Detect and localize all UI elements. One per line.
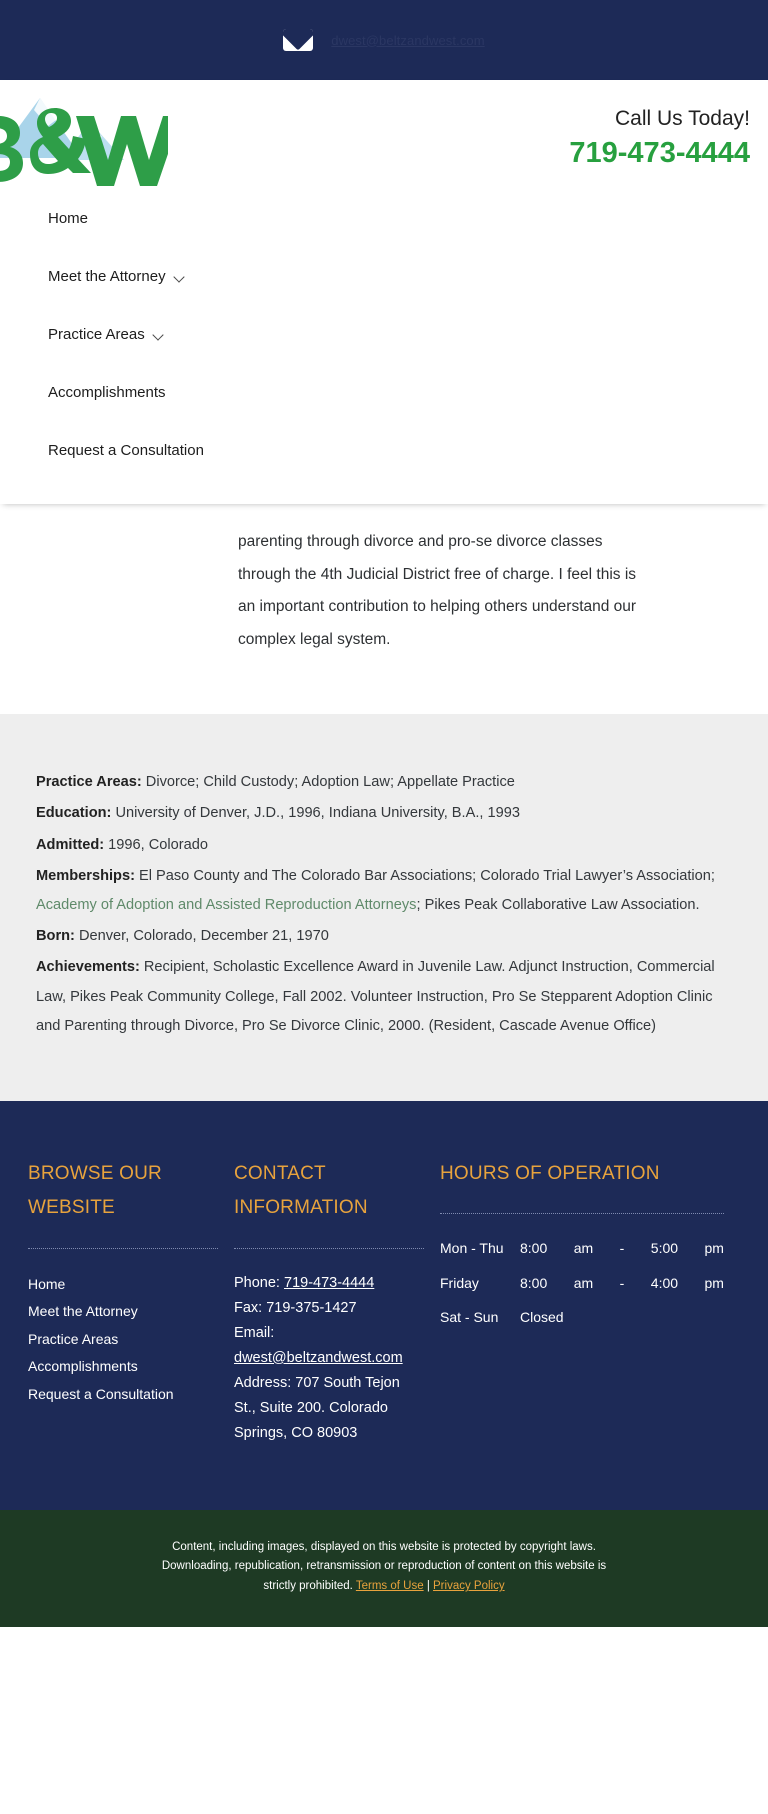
footer-divider [28,1248,218,1249]
chevron-down-icon[interactable] [154,330,165,341]
footer-phone-link[interactable]: 719-473-4444 [284,1275,375,1292]
hours-day-label: Friday [440,1274,479,1291]
hours-row [440,1236,724,1260]
hours-open: 8:00 [520,1240,548,1257]
memberships-text-pre: El Paso County and The Colorado Bar Associations; Colorado Trial Lawyer’s Association; [134,867,715,884]
nav-label: Accomplishments [48,384,166,401]
hours-open: 8:00 [520,1274,548,1291]
memberships-row [36,862,732,920]
practice-areas-label: Practice Areas: [36,774,142,791]
footer-divider [440,1213,724,1214]
footer-phone-row [234,1271,424,1296]
copyright-prohibited-text: strictly prohibited. [263,1580,353,1593]
copyright-line-1: Content, including images, displayed on this website is protected by copyright laws. [172,1540,596,1553]
copyright-bar [0,1510,768,1627]
admitted-value: 1996, Colorado [104,836,208,853]
footer-divider [234,1248,424,1249]
attorney-details-section [0,714,768,1101]
education-label: Education: [36,805,112,822]
header-phone-link[interactable]: 719-473-4444 [569,137,750,170]
main-content [0,504,768,714]
hours-open-meridiem: am [573,1274,594,1291]
born-row [36,922,732,951]
header-top-row [0,80,768,190]
memberships-academy-link[interactable]: Academy of Adoption and Assisted Reproduction Attorneys [36,896,417,913]
hours-dash: - [619,1274,625,1291]
link-separator: | [423,1580,434,1593]
nav-item-practice-areas[interactable] [0,306,768,364]
nav-item-meet-the-attorney[interactable] [0,248,768,306]
hours-time-value [520,1236,724,1260]
nav-item-accomplishments[interactable] [0,364,768,422]
footer-link-home[interactable]: Home [28,1276,66,1293]
achievements-row [36,953,732,1041]
footer-address: Address: 707 South Tejon St., Suite 200. Colorado Springs, CO 80903 [234,1374,400,1441]
footer-email-label: Email: [234,1324,275,1341]
footer-column-browse [28,1157,234,1446]
education-value: University of Denver, J.D., 1996, Indiana University, B.A., 1993 [111,805,520,822]
hours-time-value [520,1271,724,1295]
nav-label: Meet the Attorney [48,268,166,285]
achievements-value: Recipient, Scholastic Excellence Award in Juvenile Law. Adjunct Instruction, Commercial Law, Pikes Peak Community College, Fall 2002. Volunteer Instruction, Pro Se Stepparent Adoption Clinic and Parenting through Divorce, Pro Se Divorce Clinic, 2000. (Resident, Cascade Avenue Office) [36,959,715,1034]
hours-row [440,1271,724,1295]
hours-day-label: Mon - Thu [440,1240,504,1257]
hours-close-meridiem: pm [704,1274,724,1291]
footer-heading-contact: CONTACT INFORMATION [234,1162,368,1219]
terms-of-use-link[interactable]: Terms of Use [355,1580,424,1593]
hours-close-meridiem: pm [704,1240,724,1257]
admitted-label: Admitted: [36,836,105,853]
footer-heading-hours: HOURS OF OPERATION [440,1162,660,1184]
hours-close: 5:00 [650,1240,679,1257]
topbar-email-link[interactable]: dwest@beltzandwest.com [331,32,485,48]
call-us-label: Call Us Today! [614,107,750,130]
footer-link-request-a-consultation[interactable]: Request a Consultation [28,1385,174,1402]
memberships-label: Memberships: [36,867,135,884]
site-logo[interactable] [0,80,168,190]
achievements-label: Achievements: [36,959,140,976]
footer-link-accomplishments[interactable]: Accomplishments [28,1358,138,1375]
privacy-policy-link[interactable]: Privacy Policy [433,1580,505,1593]
admitted-row [36,831,732,860]
footer-phone-label: Phone: [234,1275,284,1292]
site-footer [0,1101,768,1510]
footer-link-practice-areas[interactable]: Practice Areas [28,1330,119,1347]
nav-label: Request a Consultation [48,442,204,459]
hours-time-value: Closed [520,1308,564,1325]
nav-label: Home [48,210,89,227]
education-row [36,799,732,828]
call-us-block [569,80,750,171]
footer-fax-row: Fax: 719-375-1427 [234,1299,357,1316]
nav-label: Practice Areas [48,326,145,343]
hours-day-label: Sat - Sun [440,1308,499,1325]
born-label: Born: [36,928,75,945]
born-value: Denver, Colorado, December 21, 1970 [74,928,329,945]
memberships-text-post: ; Pikes Peak Collaborative Law Association. [416,896,700,913]
site-header [0,80,768,504]
copyright-line-2: Downloading, republication, retransmission or reproduction of content on this website is [161,1560,607,1573]
copyright-line-3 [60,1577,708,1597]
hours-open-meridiem: am [573,1240,594,1257]
practice-areas-row [36,768,732,797]
footer-email-link[interactable]: dwest@beltzandwest.com [234,1349,403,1366]
chevron-down-icon[interactable] [175,272,186,283]
footer-email-row [234,1346,424,1371]
nav-item-request-a-consultation[interactable] [0,422,768,480]
nav-item-home[interactable] [0,190,768,248]
envelope-icon [283,29,313,51]
hours-close: 4:00 [650,1274,679,1291]
footer-heading-browse: BROWSE OUR WEBSITE [28,1162,162,1219]
main-navigation [0,190,768,480]
footer-column-hours [440,1157,740,1446]
hours-row [440,1305,724,1329]
footer-column-contact [234,1157,440,1446]
hours-dash: - [619,1240,625,1257]
top-email-bar [0,0,768,80]
practice-areas-value: Divorce; Child Custody; Adoption Law; Appellate Practice [141,774,515,791]
bio-intro-paragraph: parenting through divorce and pro-se divorce classes through the 4th Judicial District free of charge. I feel this is an important contribution to helping others understand our complex legal system. [238,533,637,648]
footer-link-meet-the-attorney[interactable]: Meet the Attorney [28,1303,138,1320]
